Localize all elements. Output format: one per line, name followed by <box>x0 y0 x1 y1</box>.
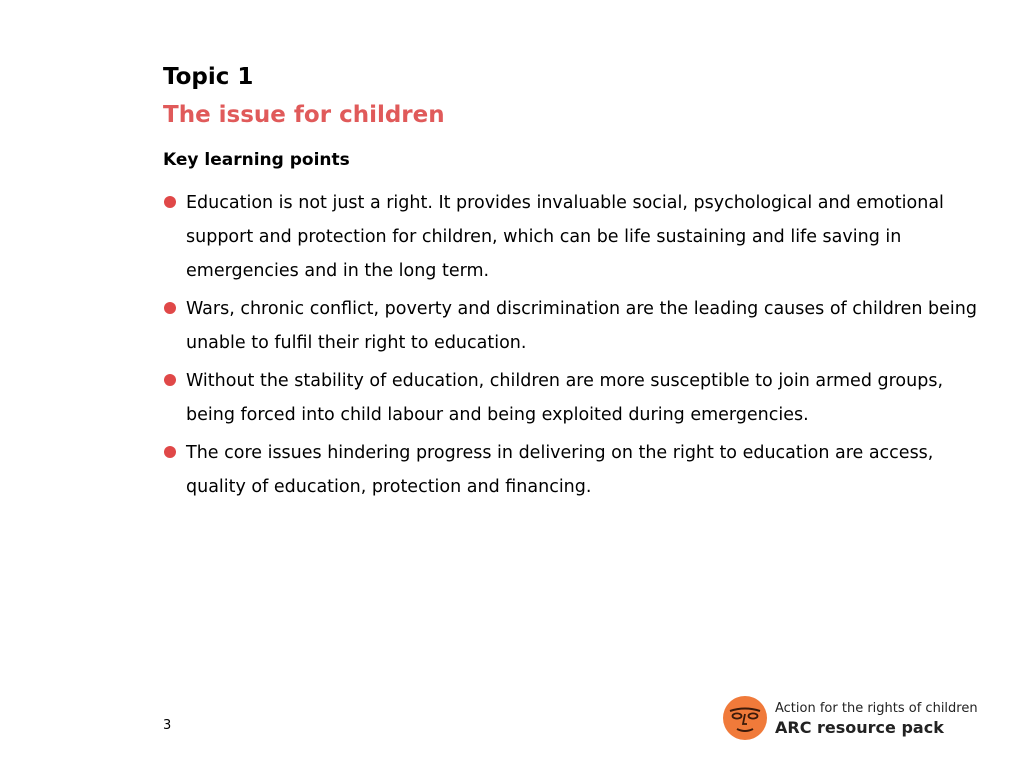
logo-title: ARC resource pack <box>775 718 944 737</box>
section-heading: Key learning points <box>163 150 350 170</box>
bullet-icon <box>164 302 176 314</box>
key-point <box>163 186 983 288</box>
logo-tagline: Action for the rights of children <box>775 701 978 716</box>
face-mark-icon <box>722 694 768 742</box>
page-number: 3 <box>163 718 172 733</box>
slide-subtitle: The issue for children <box>163 102 445 128</box>
bullet-icon <box>164 374 176 386</box>
key-point-text: Without the stability of education, children are more susceptible to join armed groups, being forced into child labour and being exploited during emergencies. <box>186 371 944 425</box>
key-point-text: Education is not just a right. It provides invaluable social, psychological and emotional support and protection for children, which can be life sustaining and life saving in emergencies and in the long term. <box>186 193 944 281</box>
key-point-text: Wars, chronic conflict, poverty and discrimination are the leading causes of children being unable to fulfil their right to education. <box>186 299 977 353</box>
arc-logo <box>722 694 982 744</box>
key-point <box>163 436 983 504</box>
bullet-icon <box>164 196 176 208</box>
key-points-list <box>163 186 983 508</box>
topic-title: Topic 1 <box>163 64 254 90</box>
bullet-icon <box>164 446 176 458</box>
key-point <box>163 292 983 360</box>
key-point-text: The core issues hindering progress in delivering on the right to education are access, quality of education, protection and financing. <box>186 443 934 497</box>
key-point <box>163 364 983 432</box>
